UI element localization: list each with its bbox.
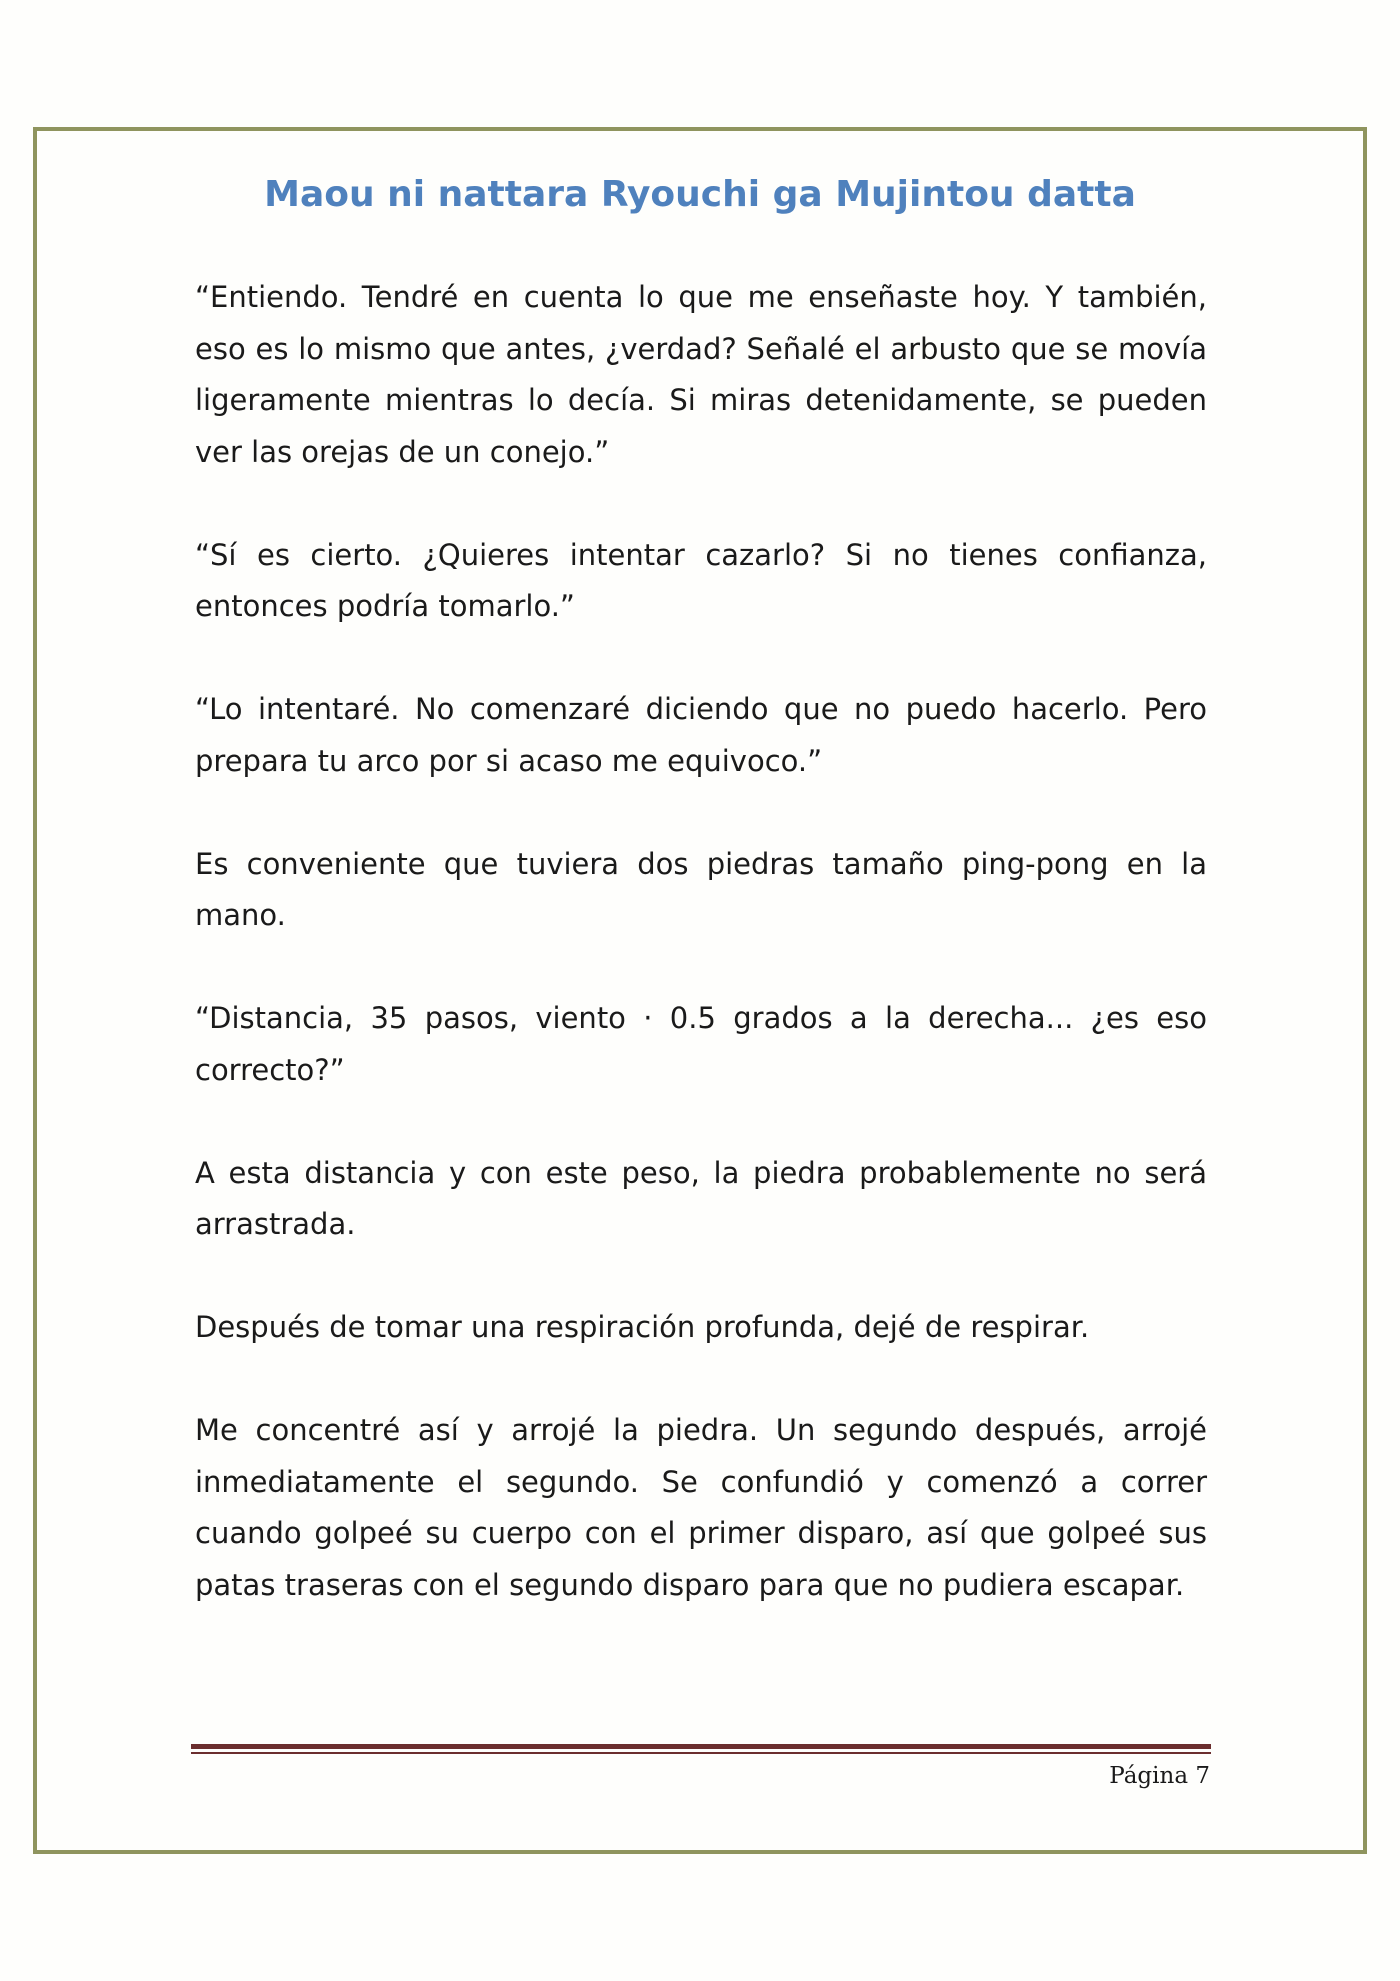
page-title: Maou ni nattara Ryouchi ga Mujintou datta <box>264 174 1136 215</box>
paragraph-2: “Sí es cierto. ¿Quieres intentar cazarlo? Si no tienes confianza, entonces podría tomarlo.” <box>195 537 1207 623</box>
footer-divider <box>191 1744 1211 1749</box>
paragraph-3: “Lo intentaré. No comenzaré diciendo que no puedo hacerlo. Pero prepara tu arco por si acaso me equivoco.” <box>195 692 1207 778</box>
paragraph-7: Después de tomar una respiración profunda, dejé de respirar. <box>195 1310 1090 1344</box>
paragraph-6: A esta distancia y con este peso, la piedra probablemente no será arrastrada. <box>195 1155 1207 1241</box>
page-number: Página 7 <box>1109 1763 1210 1789</box>
paragraph-4: Es conveniente que tuviera dos piedras tamaño ping-pong en la mano. <box>195 846 1207 932</box>
paragraph-5: “Distancia, 35 pasos, viento · 0.5 grados a la derecha... ¿es eso correcto?” <box>195 1001 1207 1087</box>
footer-divider-thin <box>191 1752 1211 1754</box>
paragraph-8: Me concentré así y arrojé la piedra. Un segundo después, arrojé inmediatamente el segundo. Se confundió y comenzó a correr cuando golpeé su cuerpo con el primer disparo, así que golpeé sus patas traseras con el segundo disparo para que no pudiera escapar. <box>195 1413 1207 1602</box>
document-body <box>195 272 1207 1663</box>
paragraph-1: “Entiendo. Tendré en cuenta lo que me enseñaste hoy. Y también, eso es lo mismo que antes, ¿verdad? Señalé el arbusto que se movía ligeramente mientras lo decía. Si miras detenidamente, se pueden ver las orejas de un conejo.” <box>195 280 1207 469</box>
